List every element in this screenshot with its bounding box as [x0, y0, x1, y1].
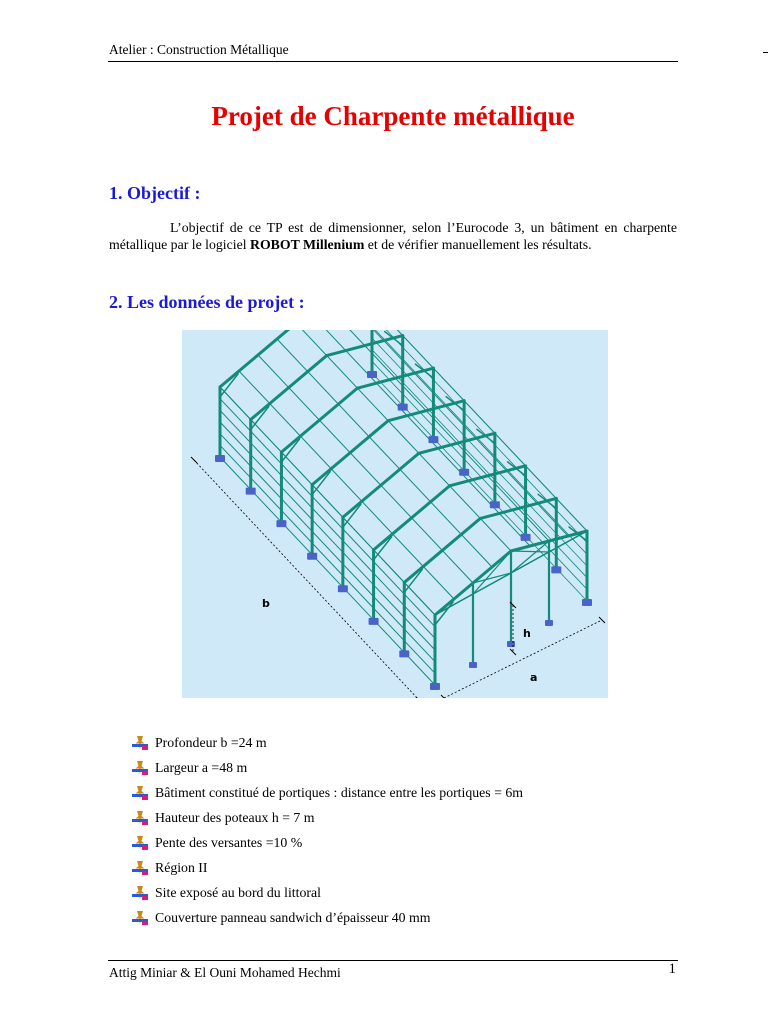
objective-text-end: et de vérifier manuellement les résultats. — [364, 237, 592, 252]
list-item-text: Région II — [155, 859, 208, 875]
list-item-text: Site exposé au bord du littoral — [155, 884, 321, 900]
list-item-text: Largeur a =48 m — [155, 759, 248, 775]
pushpin-icon — [132, 860, 148, 876]
side-girt — [220, 445, 435, 673]
list-item — [132, 880, 523, 905]
dimension-b-tick — [416, 697, 422, 698]
frame-rafter — [327, 336, 403, 356]
column-support — [215, 455, 225, 462]
page-number: 1 — [668, 961, 676, 977]
roof-purlin — [277, 339, 492, 567]
label-h: h — [523, 627, 531, 640]
list-item-text: Pente des versantes =10 % — [155, 834, 303, 850]
pushpin-icon — [132, 885, 148, 901]
pushpin-icon — [132, 910, 148, 926]
column-support — [551, 566, 561, 573]
column-support — [367, 371, 377, 378]
software-name: ROBOT Millenium — [249, 237, 365, 252]
dimension-b-tick — [191, 457, 197, 463]
pushpin-icon — [132, 735, 148, 751]
roof-purlin — [258, 355, 473, 583]
list-item-text: Profondeur b =24 m — [155, 734, 267, 750]
structure-3d-figure — [182, 330, 608, 698]
column-support — [369, 618, 379, 625]
column-support — [307, 553, 317, 560]
column-support — [430, 683, 440, 690]
side-girt-right — [372, 361, 587, 589]
objective-paragraph — [109, 219, 677, 253]
column-support — [459, 469, 469, 476]
list-item-text: Hauteur des poteaux h = 7 m — [155, 809, 315, 825]
side-girt — [220, 399, 435, 627]
column-support — [507, 641, 515, 647]
list-item-text: Couverture panneau sandwich d’épaisseur 40 mm — [155, 909, 431, 925]
pushpin-icon — [132, 835, 148, 851]
column-support — [399, 650, 409, 657]
section-heading-donnees: 2. Les données de projet : — [109, 292, 305, 312]
frame-rafter — [374, 486, 450, 550]
running-header: Atelier : Construction Métallique — [109, 42, 289, 57]
section-heading-objectif: 1. Objectif : — [109, 183, 201, 203]
document-title: Projet de Charpente métallique — [211, 101, 575, 131]
label-a: a — [530, 671, 538, 684]
roof-purlin — [220, 387, 435, 615]
steel-frame-drawing — [182, 330, 608, 698]
gable-brace — [511, 551, 549, 552]
label-b: b — [262, 597, 270, 610]
side-girt — [220, 422, 435, 650]
column-support — [276, 520, 286, 527]
column-support — [545, 620, 553, 626]
project-data-list — [132, 730, 523, 930]
frame-rafter — [281, 388, 357, 452]
list-item — [132, 805, 523, 830]
frame-rafter — [251, 356, 327, 420]
dimension-b — [194, 460, 419, 698]
pushpin-icon — [132, 785, 148, 801]
margin-mark — [763, 52, 768, 53]
frame-rafter — [343, 453, 419, 517]
list-item — [132, 755, 523, 780]
column-support — [338, 585, 348, 592]
list-item-text: Bâtiment constitué de portiques : distance entre les portiques = 6m — [155, 784, 523, 800]
frame-rafter — [312, 421, 388, 485]
objective-text-start: L’objectif de ce TP est de dimensionner, selon l’Eurocode 3, un bâtiment en charpente métallique par le logiciel — [109, 220, 677, 252]
column-support — [246, 488, 256, 495]
list-item — [132, 730, 523, 755]
list-item — [132, 830, 523, 855]
frame-rafter — [404, 518, 480, 582]
column-support — [428, 436, 438, 443]
header-rule — [108, 61, 678, 62]
gable-brace — [473, 551, 511, 594]
gable-brace — [435, 583, 473, 615]
pushpin-icon — [132, 760, 148, 776]
roof-purlin — [239, 371, 454, 599]
dimension-a-tick — [599, 617, 605, 623]
list-item — [132, 855, 523, 880]
dimension-a-tick — [441, 695, 447, 698]
list-item — [132, 780, 523, 805]
column-support — [521, 534, 531, 541]
footer-rule — [108, 960, 678, 961]
frame-rafter — [220, 330, 296, 387]
column-support — [582, 599, 592, 606]
footer-authors: Attig Miniar & El Ouni Mohamed Hechmi — [109, 965, 341, 980]
pushpin-icon — [132, 810, 148, 826]
column-support — [490, 501, 500, 508]
side-girt-right — [372, 338, 587, 566]
column-support — [469, 662, 477, 668]
column-support — [398, 404, 408, 411]
list-item — [132, 905, 523, 930]
